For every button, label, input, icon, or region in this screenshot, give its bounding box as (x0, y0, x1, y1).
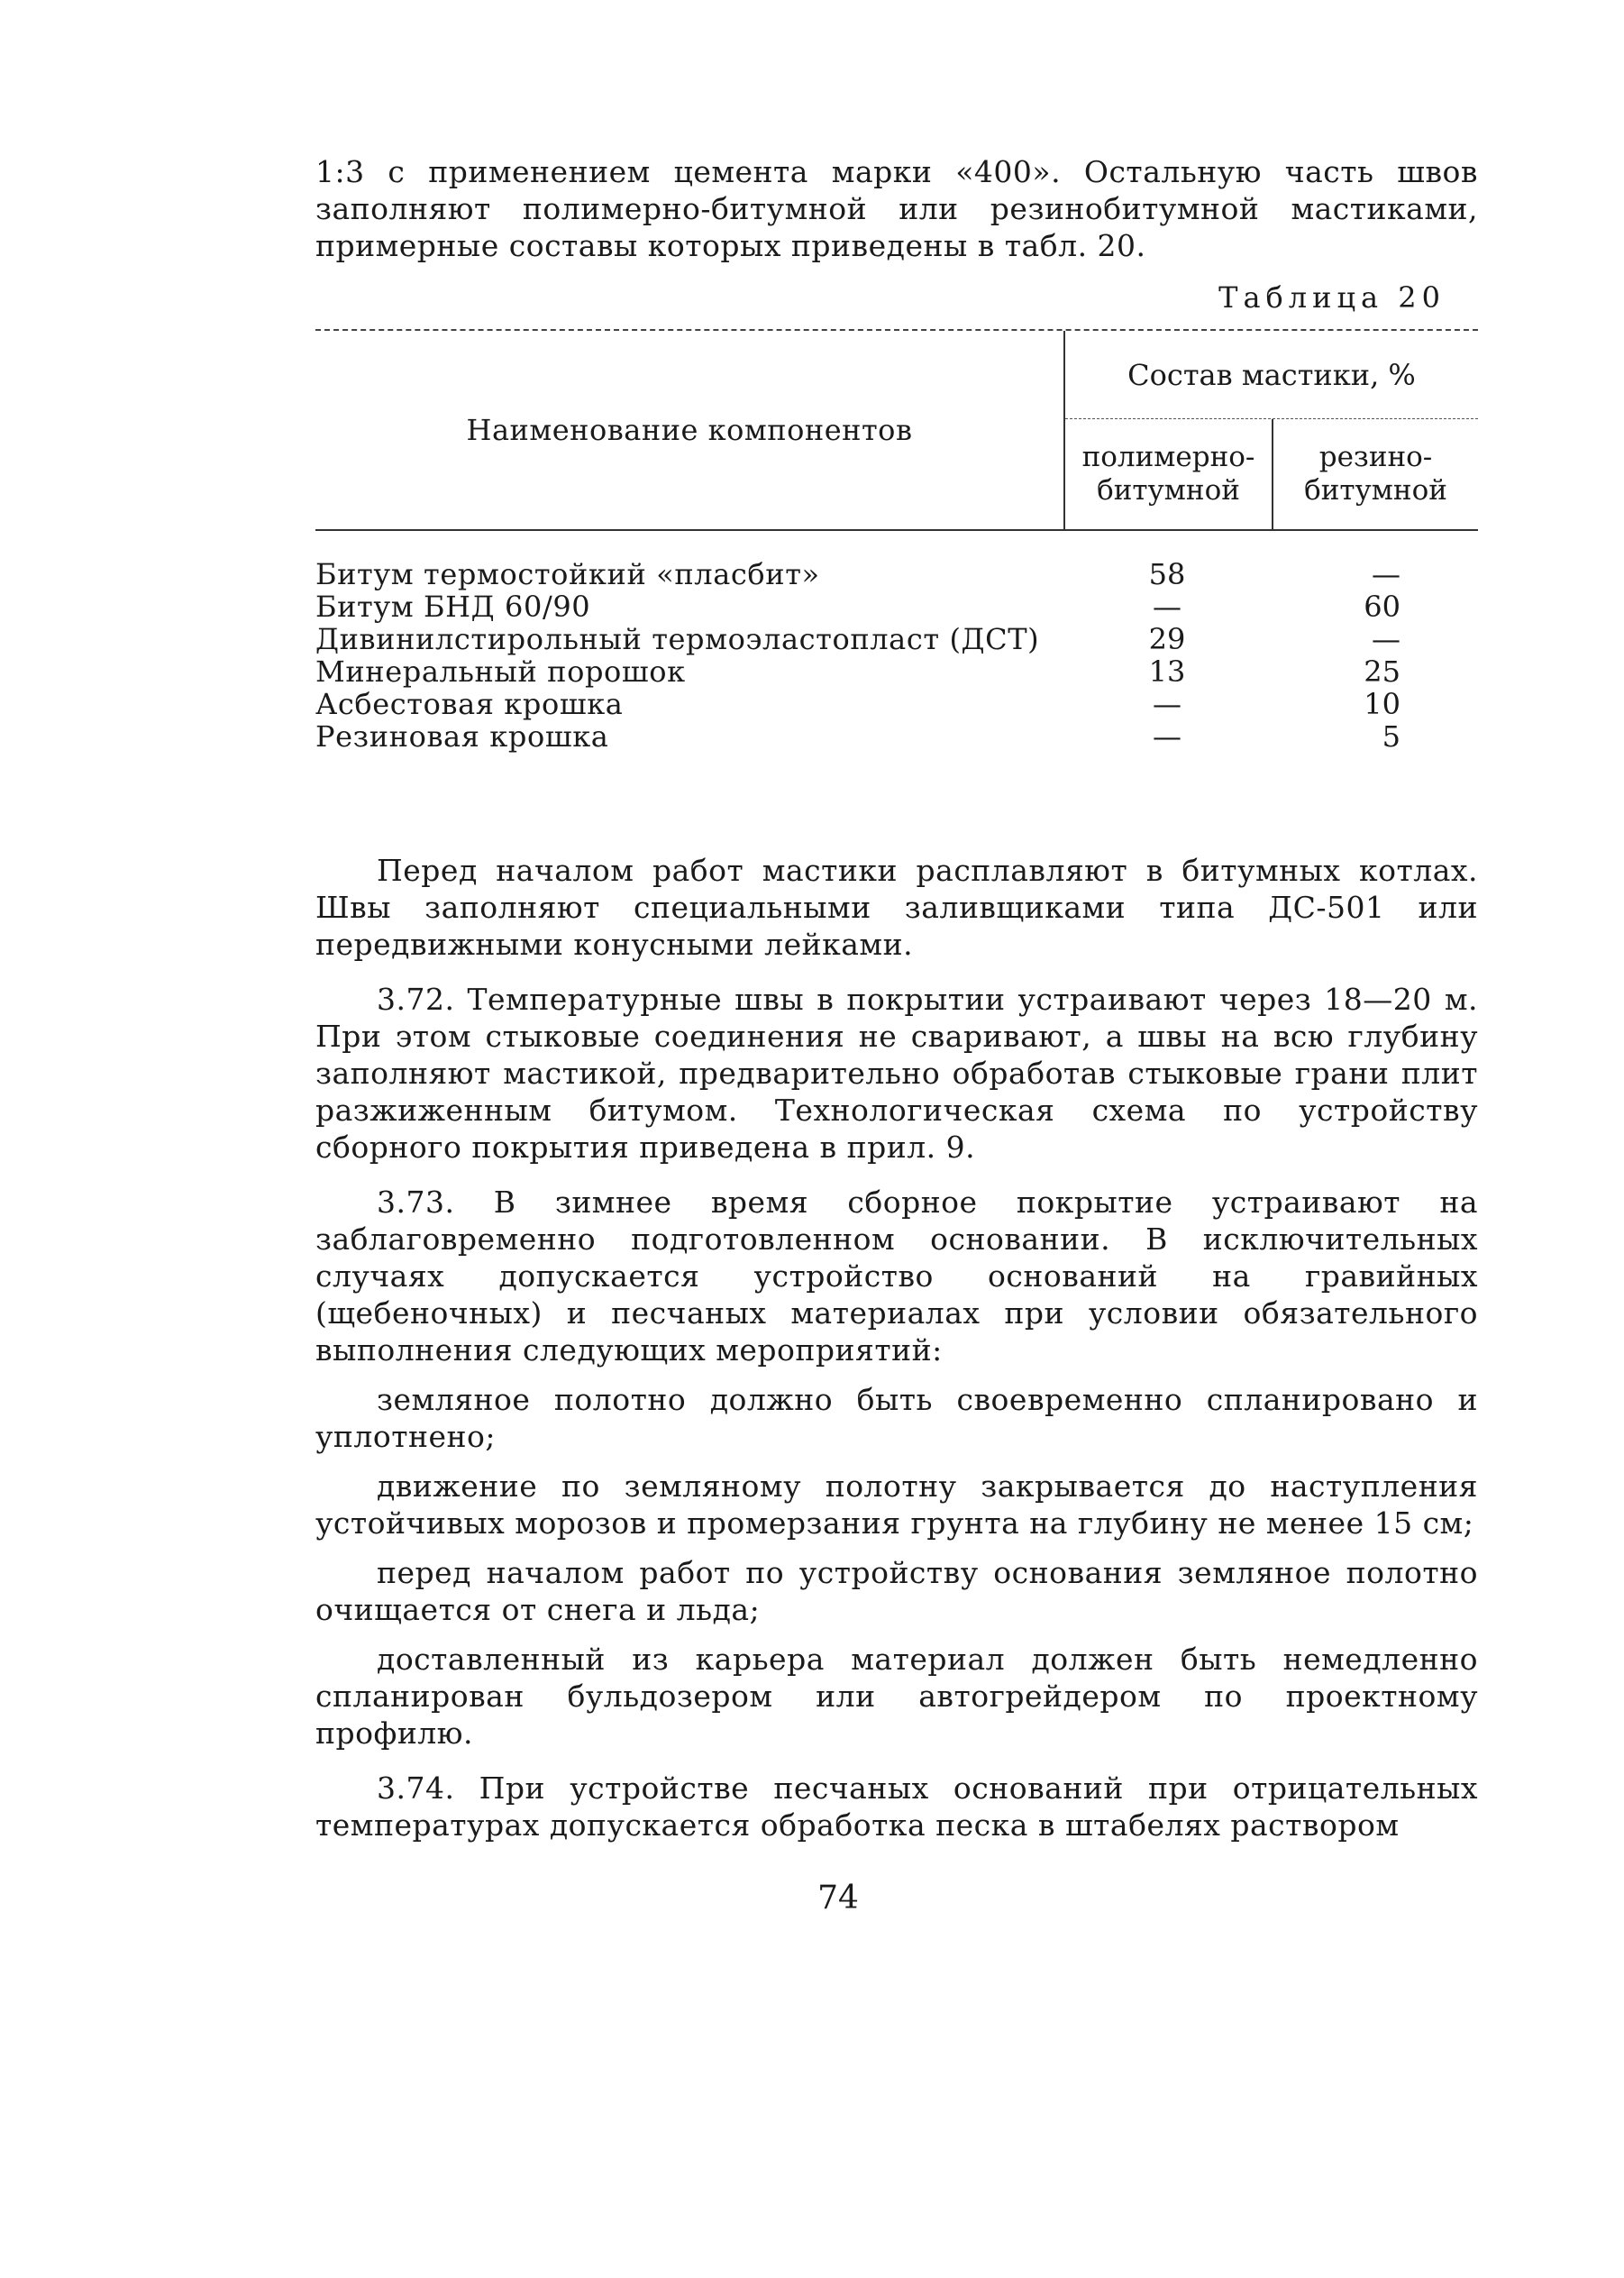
page-number: 74 (817, 1880, 859, 1917)
component-name: Дивинилстирольный термоэластопласт (ДСТ) (315, 622, 1040, 656)
table-row (315, 688, 1478, 720)
header-composition-group (1063, 331, 1478, 529)
rubber-bitumen-value: 5 (1382, 719, 1400, 754)
body-paragraph: Перед началом работ мастики расплавляют в битумных котлах. Швы заполняют специальными заливщиками типа ДС-501 или передвижными конусными лейками. (315, 853, 1478, 962)
polymer-bitumen-value: 29 (1148, 622, 1186, 656)
document-page (315, 153, 1478, 1917)
intro-paragraph: 1:3 с применением цемента марки «400». Остальную часть швов заполняют полимерно-битумной или резинобитумной мастиками, примерные составы которых приведены в табл. 20. (315, 154, 1478, 263)
body-paragraph: 3.74. При устройстве песчаных оснований при отрицательных температурах допускается обработка песка в штабелях раствором (315, 1770, 1478, 1843)
component-name: Резиновая крошка (315, 719, 609, 754)
header-component-name: Наименование компонентов (466, 413, 913, 447)
body-paragraph: 3.73. В зимнее время сборное покрытие устраивают на заблаговременно подготовленном основании. В исключительных случаях допускается устройство оснований на гравийных (щебеночных) и песчаных материалах при условии обязательного выполнения следующих мероприятий: (315, 1185, 1478, 1368)
rubber-bitumen-value: 25 (1364, 654, 1400, 689)
component-name: Битум термостойкий «пласбит» (315, 557, 820, 591)
rubber-bitumen-value: 60 (1364, 590, 1400, 624)
list-paragraph: земляное полотно должно быть своевременно спланировано и уплотнено; (315, 1382, 1478, 1454)
polymer-bitumen-value: — (1153, 719, 1182, 754)
table-body (315, 558, 1478, 753)
component-name: Битум БНД 60/90 (315, 590, 591, 624)
polymer-bitumen-value: 13 (1148, 654, 1186, 689)
rubber-bitumen-value: — (1372, 622, 1400, 656)
header-composition-title: Состав мастики, % (1065, 331, 1478, 419)
mastic-composition-table (315, 329, 1478, 753)
polymer-bitumen-value: 58 (1148, 557, 1186, 591)
component-name: Асбестовая крошка (315, 687, 624, 721)
rubber-bitumen-value: 10 (1364, 687, 1400, 721)
table-row (315, 558, 1478, 590)
rubber-bitumen-value: — (1372, 557, 1400, 591)
header-polymer-bitumen: полимерно-битумной (1081, 441, 1255, 507)
header-rubber-bitumen: резино-битумной (1272, 419, 1478, 529)
table-row (315, 590, 1478, 623)
table-row (315, 720, 1478, 753)
list-paragraph: движение по земляному полотну закрывается до наступления устойчивых морозов и промерзания грунта на глубину не менее 15 см; (315, 1468, 1478, 1541)
list-paragraph: перед началом работ по устройству основания земляное полотно очищается от снега и льда; (315, 1555, 1478, 1627)
component-name: Минеральный порошок (315, 654, 686, 689)
table-caption: Таблица 20 (1218, 280, 1446, 315)
body-paragraph: 3.72. Температурные швы в покрытии устраивают через 18—20 м. При этом стыковые соединения не сваривают, а швы на всю глубину заполняют мастикой, предварительно обработав стыковые грани плит разжиженным битумом. Технологическая схема по устройству сборного покрытия приведена в прил. 9. (315, 982, 1478, 1165)
table-row (315, 655, 1478, 688)
table-header (315, 331, 1478, 529)
polymer-bitumen-value: — (1153, 590, 1182, 624)
polymer-bitumen-value: — (1153, 687, 1182, 721)
table-header-rule (315, 529, 1478, 531)
table-row (315, 623, 1478, 655)
list-paragraph: доставленный из карьера материал должен быть немедленно спланирован бульдозером или автогрейдером по проектному профилю. (315, 1642, 1478, 1751)
header-subcolumns (1065, 419, 1478, 529)
